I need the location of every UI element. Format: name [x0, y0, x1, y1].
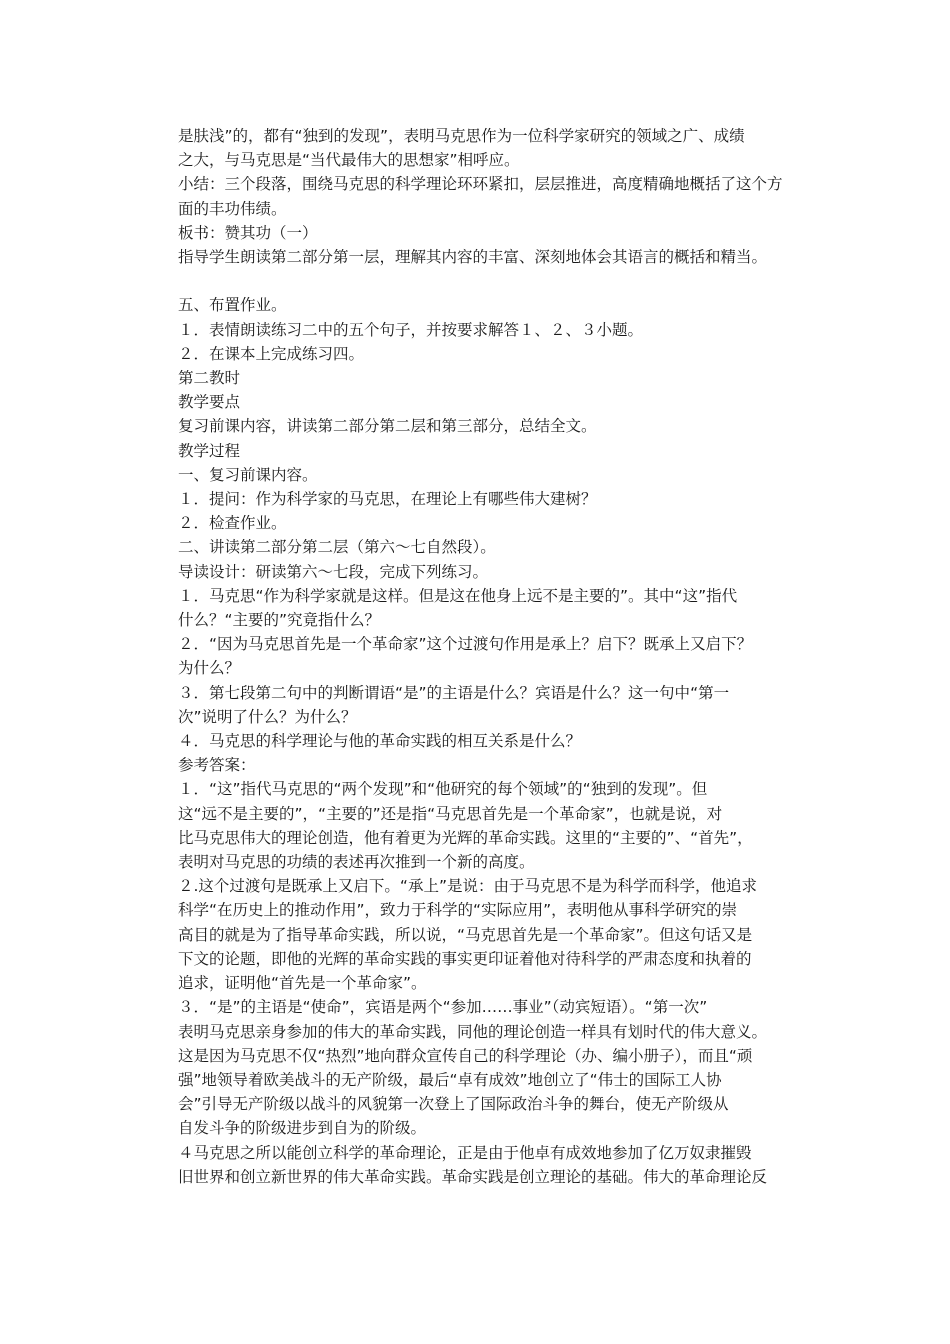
text-line: 自发斗争的阶级进步到自为的阶级。: [178, 1119, 427, 1138]
text-line: 为什么？: [178, 659, 241, 678]
text-line: ４．马克思的科学理论与他的革命实践的相互关系是什么？: [178, 732, 582, 751]
text-line: 表明马克思亲身参加的伟大的革命实践，同他的理论创造一样具有划时代的伟大意义。: [178, 1022, 768, 1041]
text-line: 参考答案：: [178, 756, 256, 775]
text-line: 一、复习前课内容。: [178, 465, 318, 484]
text-line: 板书：赞其功（一）: [178, 223, 318, 242]
text-line: 科学“在历史上的推动作用”，致力于科学的“实际应用”，表明他从事科学研究的崇: [178, 901, 738, 920]
text-line: 这“远不是主要的”，“主要的”还是指“马克思首先是一个革命家”，也就是说，对: [178, 804, 723, 823]
text-line: 高目的就是为了指导革命实践，所以说，“马克思首先是一个革命家”。但这句话又是: [178, 925, 753, 944]
text-line: 比马克思伟大的理论创造，他有着更为光辉的革命实践。这里的“主要的”、“首先”，: [178, 828, 753, 847]
text-line: 这是因为马克思不仅“热烈”地向群众宣传自己的科学理论（办、编小册子），而且“顽: [178, 1046, 753, 1065]
text-line: 复习前课内容，讲读第二部分第二层和第三部分，总结全文。: [178, 417, 597, 436]
text-line: 旧世界和创立新世界的伟大革命实践。革命实践是创立理论的基础。伟大的革命理论反: [178, 1167, 768, 1186]
text-line: 第二教时: [178, 369, 241, 388]
text-line: 什么？“主要的”究竟指什么？: [178, 611, 381, 630]
text-line: 导读设计：研读第六～七段，完成下列练习。: [178, 562, 489, 581]
text-line: １．表情朗读练习二中的五个句子，并按要求解答１、２、３小题。: [178, 320, 644, 339]
text-line: 教学过程: [178, 441, 241, 460]
text-line: 面的丰功伟绩。: [178, 199, 287, 218]
text-line: 会”引导无产阶级以战斗的风貌第一次登上了国际政治斗争的舞台，使无产阶级从: [178, 1095, 729, 1114]
text-line: ２．检查作业。: [178, 514, 287, 533]
text-line: 表明对马克思的功绩的表述再次推到一个新的高度。: [178, 853, 535, 872]
text-line: 追求，证明他“首先是一个革命家”。: [178, 974, 427, 993]
text-line: １．提问：作为科学家的马克思，在理论上有哪些伟大建树？: [178, 490, 597, 509]
text-line: 指导学生朗读第二部分第一层，理解其内容的丰富、深刻地体会其语言的概括和精当。: [178, 248, 768, 267]
text-line: 小结：三个段落，围绕马克思的科学理论环环紧扣，层层推进，高度精确地概括了这个方: [178, 175, 783, 194]
text-line: ３．第七段第二句中的判断谓语“是”的主语是什么？宾语是什么？这一句中“第一: [178, 683, 730, 702]
text-line: 二、讲读第二部分第二层（第六～七自然段）。: [178, 538, 496, 557]
text-line: ２．在课本上完成练习四。: [178, 344, 365, 363]
text-line: 五、布置作业。: [178, 296, 287, 315]
text-line: ２．“因为马克思首先是一个革命家”这个过渡句作用是承上？启下？既承上又启下？: [178, 635, 753, 654]
text-line: 教学要点: [178, 393, 241, 412]
text-line: ３．“是”的主语是“使命”，宾语是两个“参加……事业”（动宾短语）。“第一次”: [178, 998, 708, 1017]
text-line: 之大，与马克思是“当代最伟大的思想家”相呼应。: [178, 151, 520, 170]
text-line: 是肤浅”的，都有“独到的发现”，表明马克思作为一位科学家研究的领域之广、成绩: [178, 127, 745, 145]
text-line: １．“这”指代马克思的“两个发现”和“他研究的每个领域”的“独到的发现”。但: [178, 780, 708, 799]
text-line: ２.这个过渡句是既承上又启下。“承上”是说：由于马克思不是为科学而科学，他追求: [178, 877, 757, 896]
text-line: 强”地领导着欧美战斗的无产阶级，最后“卓有成效”地创立了“伟士的国际工人协: [178, 1070, 722, 1089]
text-line: 次”说明了什么？为什么？: [178, 707, 357, 726]
text-line: 下文的论题，即他的光辉的革命实践的事实更印证着他对待科学的严肃态度和执着的: [178, 949, 752, 968]
blank-line: [178, 269, 818, 293]
text-line: ４马克思之所以能创立科学的革命理论，正是由于他卓有成效地参加了亿万奴隶摧毁: [178, 1143, 752, 1162]
document-body: [178, 124, 818, 1189]
text-line: １．马克思“作为科学家就是这样。但是这在他身上远不是主要的”。其中“这”指代: [178, 586, 738, 605]
